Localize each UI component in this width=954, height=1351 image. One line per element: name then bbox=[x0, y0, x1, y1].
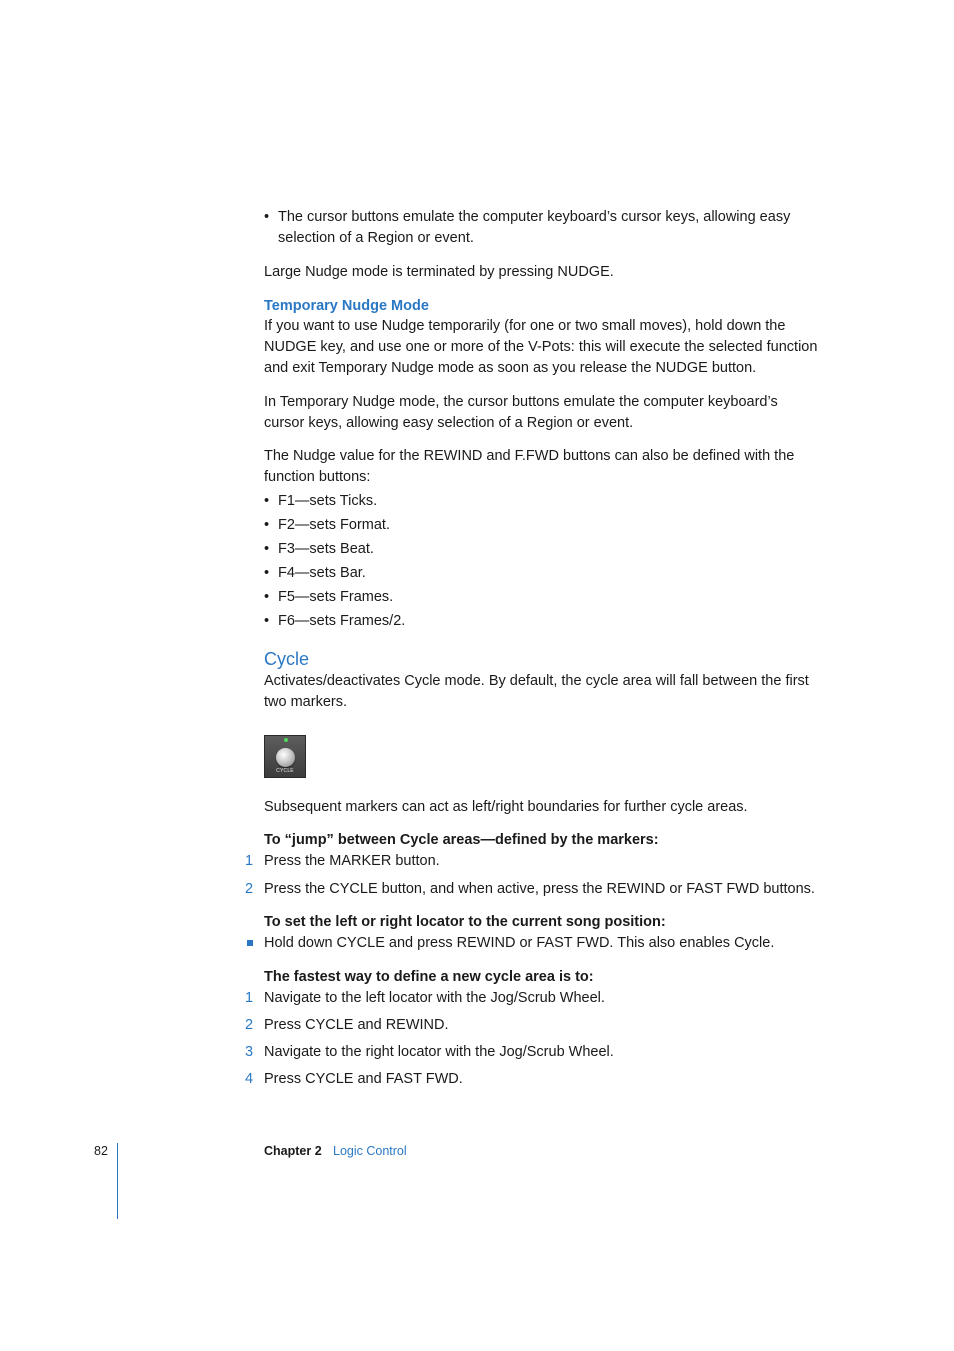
bullet-symbol: • bbox=[264, 493, 270, 509]
cycle-heading: Cycle bbox=[264, 649, 310, 669]
text-line: and exit Temporary Nudge mode as soon as you release the NUDGE button. bbox=[264, 360, 757, 376]
knob-icon bbox=[276, 748, 295, 767]
step-text: Navigate to the right locator with the Jog/Scrub Wheel. bbox=[264, 1044, 614, 1060]
cycle-button-image bbox=[264, 735, 306, 778]
cycle-description bbox=[264, 671, 834, 713]
temporary-nudge-heading: Temporary Nudge Mode bbox=[264, 298, 429, 314]
bullet-symbol: • bbox=[264, 209, 270, 225]
text-line: NUDGE key, and use one or more of the V-Pots: this will execute the selected function bbox=[264, 339, 818, 355]
temporary-nudge-paragraph-1 bbox=[264, 316, 834, 379]
bullet-symbol: • bbox=[264, 589, 270, 605]
footer-chapter: Chapter 2 bbox=[264, 1144, 322, 1158]
step-text: Press the MARKER button. bbox=[264, 853, 440, 869]
footer-chapter-title: Logic Control bbox=[333, 1144, 407, 1158]
temporary-nudge-paragraph-3 bbox=[264, 446, 834, 488]
step-number: 2 bbox=[245, 1017, 254, 1033]
text-line: If you want to use Nudge temporarily (for one or two small moves), hold down the bbox=[264, 318, 786, 334]
function-list-item: F3—sets Beat. bbox=[278, 541, 374, 557]
text-line: Activates/deactivates Cycle mode. By default, the cycle area will fall between the first bbox=[264, 673, 809, 689]
step-number: 4 bbox=[245, 1071, 254, 1087]
task-title: The fastest way to define a new cycle area is to: bbox=[264, 969, 594, 985]
step-text: Press CYCLE and FAST FWD. bbox=[264, 1071, 463, 1087]
page-number: 82 bbox=[94, 1144, 108, 1158]
intro-bullet-text bbox=[278, 207, 834, 249]
square-bullet-icon bbox=[247, 940, 253, 946]
function-list-item: F4—sets Bar. bbox=[278, 565, 366, 581]
step-text: Press CYCLE and REWIND. bbox=[264, 1017, 449, 1033]
text-line: The cursor buttons emulate the computer keyboard’s cursor keys, allowing easy bbox=[278, 209, 791, 225]
task-title: To “jump” between Cycle areas—defined by the markers: bbox=[264, 832, 659, 848]
large-nudge-end-paragraph: Large Nudge mode is terminated by pressing NUDGE. bbox=[264, 264, 614, 280]
text-line: cursor keys, allowing easy selection of a Region or event. bbox=[264, 415, 634, 431]
text-line: In Temporary Nudge mode, the cursor buttons emulate the computer keyboard’s bbox=[264, 394, 778, 410]
task-title: To set the left or right locator to the current song position: bbox=[264, 914, 666, 930]
function-list-item: F6—sets Frames/2. bbox=[278, 613, 406, 629]
task-item: Hold down CYCLE and press REWIND or FAST FWD. This also enables Cycle. bbox=[264, 935, 775, 951]
text-line: function buttons: bbox=[264, 469, 371, 485]
step-text: Press the CYCLE button, and when active, press the REWIND or FAST FWD buttons. bbox=[264, 881, 815, 897]
led-indicator-icon bbox=[284, 738, 288, 742]
subsequent-markers-paragraph: Subsequent markers can act as left/right boundaries for further cycle areas. bbox=[264, 799, 748, 815]
function-list-item: F1—sets Ticks. bbox=[278, 493, 378, 509]
bullet-symbol: • bbox=[264, 517, 270, 533]
cycle-button-label: CYCLE bbox=[276, 768, 294, 774]
temporary-nudge-paragraph-2 bbox=[264, 392, 834, 434]
bullet-symbol: • bbox=[264, 565, 270, 581]
text-line: two markers. bbox=[264, 694, 347, 710]
text-line: The Nudge value for the REWIND and F.FWD buttons can also be defined with the bbox=[264, 448, 795, 464]
footer-rule bbox=[117, 1143, 118, 1219]
text-line: selection of a Region or event. bbox=[278, 230, 474, 246]
step-number: 1 bbox=[245, 853, 254, 869]
step-number: 2 bbox=[245, 881, 254, 897]
step-number: 1 bbox=[245, 990, 254, 1006]
function-list-item: F5—sets Frames. bbox=[278, 589, 394, 605]
bullet-symbol: • bbox=[264, 541, 270, 557]
step-number: 3 bbox=[245, 1044, 254, 1060]
step-text: Navigate to the left locator with the Jog/Scrub Wheel. bbox=[264, 990, 605, 1006]
bullet-symbol: • bbox=[264, 613, 270, 629]
function-list-item: F2—sets Format. bbox=[278, 517, 390, 533]
